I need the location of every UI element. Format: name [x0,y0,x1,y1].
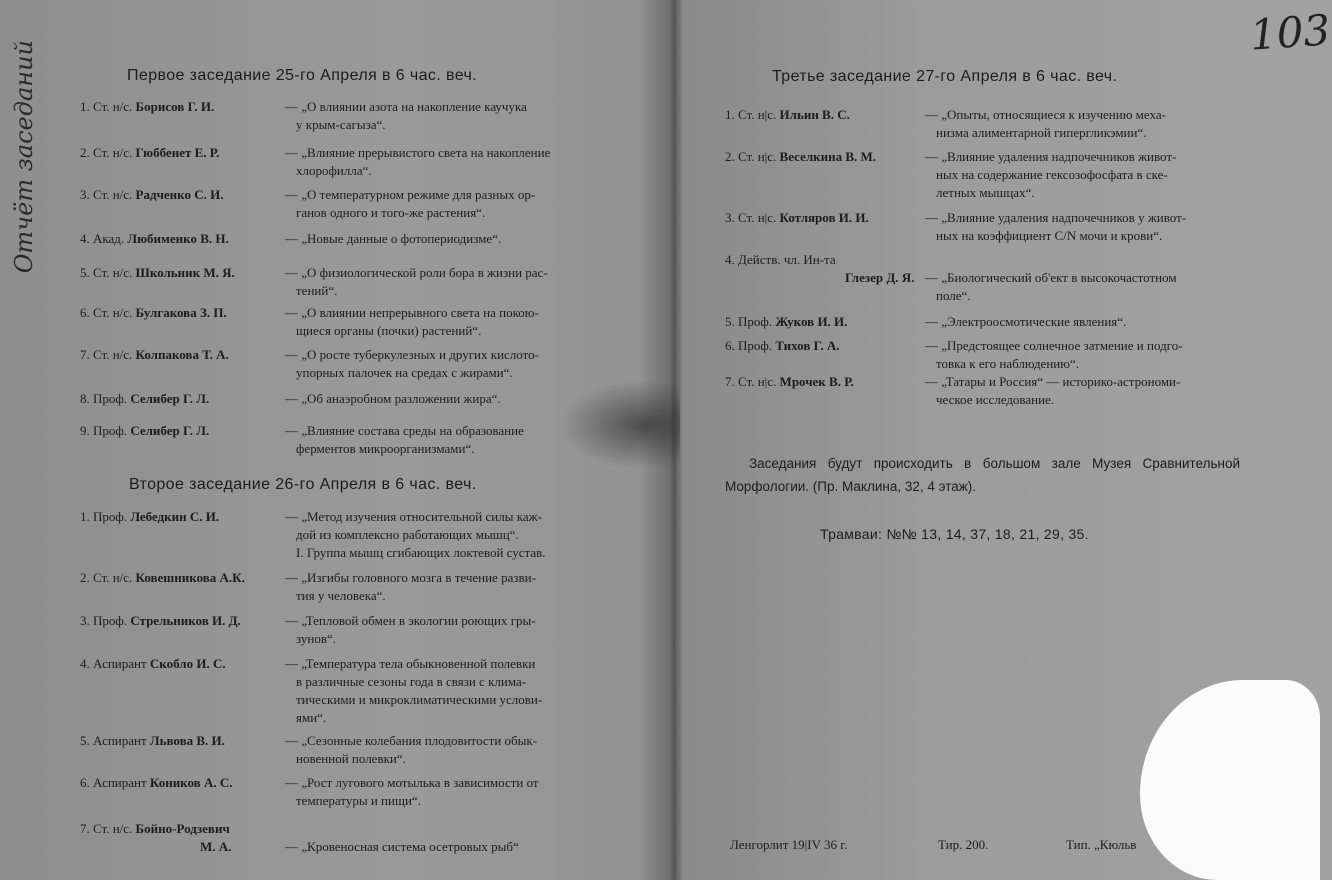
speaker [80,612,241,630]
speaker-name: Селибер Г. Л. [130,423,210,438]
talk-title-line: — „Об анаэробном разложении жира“. [285,391,501,406]
speaker-name: Любименко В. Н. [127,231,229,246]
talk-title [285,144,550,180]
speaker-rank: Ст. н/с. [93,570,133,585]
talk-title-line: — „Кровеносная система осетровых рыб“ [285,839,519,854]
talk-title [285,98,527,134]
talk-title [925,373,1180,409]
talk-title-line: товка к его наблюдению“. [936,356,1079,371]
speaker-rank: Ст. н/с. [93,821,133,836]
talk-title-line: новенной полевки“. [296,751,406,766]
talk-title-line: — „О температурном режиме для разных ор- [285,187,536,202]
speaker [725,373,854,391]
talk-title-line: упорных палочек на средах с жирами“. [296,365,513,380]
speaker-rank: Проф. [93,423,128,438]
talk-title [285,304,539,340]
item-number: 5. [80,265,90,280]
speaker-rank: Проф. [93,613,128,628]
talk-title-line: — „Влияние удаления надпочечников у живот- [925,210,1187,225]
item-number: 8. [80,391,90,406]
talk-title-line: тений“. [296,283,338,298]
speaker-name: Борисов Г. И. [135,99,215,114]
speaker [80,98,214,116]
speaker-rank: Проф. [93,391,128,406]
talk-title-line: тическими и микроклиматическими услови- [296,692,543,707]
item-number: 3. [725,210,735,225]
item-number: 7. [725,374,735,389]
speaker-name: Лебедкин С. И. [130,509,220,524]
item-number: 5. [725,314,735,329]
talk-title [285,508,546,562]
item-number: 4. [80,656,90,671]
talk-title-line: ческое исследование. [936,392,1055,407]
item-number: 6. [80,305,90,320]
speaker-name: Радченко С. И. [135,187,224,202]
item-number: 6. [725,338,735,353]
session-3-heading: Третье заседание 27-го Апреля в 6 час. веч. [772,68,1118,85]
talk-title-line: — „Температура тела обыкновенной полевки [285,656,536,671]
speaker-rank: Ст. н/с. [93,145,133,160]
speaker [80,774,232,792]
speaker-name: Котляров И. И. [779,210,869,225]
talk-title-line: — „Метод изучения относительной силы каж- [285,509,542,524]
talk-title-line: — „Предстоящее солнечное затмение и подго- [925,338,1183,353]
speaker-name: Ковешникова А.К. [135,570,245,585]
speaker [80,346,229,364]
speaker [725,148,876,166]
talk-title-line: — „Опыты, относящиеся к изучению меха- [925,107,1166,122]
speaker [80,820,231,856]
talk-title [285,774,539,810]
printer: Тип. „Кюльв [1066,837,1137,852]
speaker-rank: Аспирант [93,656,147,671]
talk-title [925,337,1183,373]
talk-title [925,209,1186,245]
speaker-name: Колпакова Т. А. [135,347,229,362]
talk-title [925,269,1177,305]
speaker-name: Мрочек В. Р. [779,374,854,389]
speaker-rank: Ст. н|с. [738,107,777,122]
speaker [80,186,223,204]
session-2-heading: Второе заседание 26-го Апреля в 6 час. веч. [129,476,477,493]
archive-page-number: 103 [1248,5,1332,60]
item-number: 4. [80,231,90,246]
speaker-rank: Акад. [93,231,125,246]
talk-title [285,186,535,222]
talk-title-line: — „Новые данные о фотопериодизме“. [285,231,502,246]
speaker [80,422,209,440]
talk-title-line: — „О влиянии непрерывного света на покою- [285,305,539,320]
speaker-rank: Ст. н/с. [93,265,133,280]
talk-title [925,148,1176,202]
item-number: 6. [80,775,90,790]
item-number: 2. [725,149,735,164]
speaker [725,251,914,287]
speaker-rank: Ст. н/с. [93,347,133,362]
speaker [80,144,219,162]
speaker [725,106,850,124]
speaker-rank: Ст. н/с. [93,187,133,202]
talk-title [285,838,519,856]
talk-title-line: ганов одного и того-же растения“. [296,205,486,220]
speaker-name: Стрельников И. Д. [130,613,241,628]
speaker [80,230,229,248]
talk-title-line: щиеся органы (почки) растений“. [296,323,482,338]
speaker-name: Ильин В. С. [779,107,850,122]
speaker-rank: Ст. н|с. [738,210,777,225]
item-number: 2. [80,570,90,585]
speaker-name: Веселкина В. М. [779,149,877,164]
speaker-name: Гюббенет Е. Р. [135,145,220,160]
speaker-name: Коников А. С. [149,775,233,790]
item-number: 9. [80,423,90,438]
speaker [725,337,840,355]
talk-title-line: ферментов микроорганизмами“. [296,441,475,456]
speaker-name: Школьник М. Я. [135,265,235,280]
talk-title-line: летных мышцах“. [936,185,1035,200]
talk-title-line: — „О росте туберкулезных и других кислото- [285,347,539,362]
speaker-rank: Аспирант [93,775,147,790]
speaker [725,313,847,331]
speaker-rank: Проф. [738,314,773,329]
talk-title-line: — „Сезонные колебания плодовитости обык- [285,733,538,748]
item-number: 7. [80,347,90,362]
talk-title [285,264,548,300]
talk-title-line: низма алиментарной гипергликэмии“. [936,125,1147,140]
item-number: 1. [80,99,90,114]
speaker-name: Бойно-Родзевич [135,821,230,836]
item-number: 3. [80,187,90,202]
talk-title-line: — „Влияние удаления надпочечников живот- [925,149,1177,164]
item-number: 4. [725,252,735,267]
speaker-rank: Аспирант [93,733,147,748]
talk-title-line: — „Электроосмотические явления“. [925,314,1127,329]
talk-title-line: в различные сезоны года в связи с клима- [296,674,527,689]
paper-damage [1140,680,1320,880]
speaker-name: Скобло И. С. [149,656,226,671]
speaker-name: Жуков И. И. [775,314,848,329]
item-number: 7. [80,821,90,836]
speaker-name: Булгакова З. П. [135,305,227,320]
talk-title [285,390,501,408]
speaker-rank: Проф. [738,338,773,353]
speaker-rank: Проф. [93,509,128,524]
session-1-heading: Первое заседание 25-го Апреля в 6 час. веч. [127,67,478,84]
talk-title-line: — „Влияние прерывистого света на накопление [285,145,551,160]
talk-title-line: — „Изгибы головного мозга в течение разви- [285,570,536,585]
talk-title-line: ных на коэффициент C/N мочи и крови“. [936,228,1163,243]
talk-title-line: ных на содержание гексозофосфата в ске- [936,167,1168,182]
talk-title [925,313,1126,331]
talk-title [285,569,536,605]
item-number: 1. [80,509,90,524]
speaker [80,569,245,587]
talk-title-line: ями“. [296,710,327,725]
item-number: 1. [725,107,735,122]
talk-title [285,422,524,458]
talk-title-line: — „Рост лугового мотылька в зависимости от [285,775,539,790]
handwritten-note: Отчёт заседаний [10,40,38,274]
speaker-rank: Ст. н|с. [738,149,777,164]
talk-title [285,655,542,727]
talk-title-line: зунов“. [296,631,336,646]
speaker [80,304,227,322]
tram-routes: Трамваи: №№ 13, 14, 37, 18, 21, 29, 35. [820,526,1089,542]
print-run: Тир. 200. [938,837,989,852]
speaker [80,508,219,526]
talk-title-line: у крым-сагыза“. [296,117,386,132]
talk-title-line: — „О физиологической роли бора в жизни рас- [285,265,548,280]
speaker-name-cont: Глезер Д. Я. [845,270,915,285]
item-number: 2. [80,145,90,160]
censor-mark: Ленгорлит 19|IV 36 г. [730,837,848,852]
talk-title-line: I. Группа мышц сгибающих локтевой сустав. [296,545,546,560]
talk-title [285,346,539,382]
speaker-rank: Ст. н/с. [93,305,133,320]
talk-title-line: — „Тепловой обмен в экологии роющих гры- [285,613,536,628]
speaker [80,390,209,408]
speaker [80,732,225,750]
talk-title [285,230,501,248]
speaker-name-cont: М. А. [200,839,232,854]
talk-title-line: — „Татары и Россия“ — историко-астрономи- [925,374,1181,389]
talk-title-line: поле“. [936,288,971,303]
talk-title [285,612,536,648]
item-number: 5. [80,733,90,748]
venue-note: Заседания будут происходить в большом зале Музея Сравнительной Морфологии. (Пр. Маклина, 32, 4 этаж). [725,456,1240,494]
talk-title-line: — „О влиянии азота на накопление каучука [285,99,527,114]
speaker-name: Тихов Г. А. [775,338,840,353]
speaker-rank: Действ. чл. Ин-та [738,252,836,267]
speaker [725,209,869,227]
talk-title-line: тия у человека“. [296,588,386,603]
item-number: 3. [80,613,90,628]
fold-shadow [560,380,680,470]
speaker-rank: Ст. н|с. [738,374,777,389]
speaker [80,264,235,282]
talk-title [285,732,537,768]
speaker-name: Селибер Г. Л. [130,391,210,406]
speaker-rank: Ст. н/с. [93,99,133,114]
talk-title [925,106,1166,142]
talk-title-line: температуры и пищи“. [296,793,421,808]
talk-title-line: — „Влияние состава среды на образование [285,423,524,438]
speaker [80,655,226,673]
speaker-name: Львова В. И. [149,733,225,748]
talk-title-line: дой из комплексно работающих мышц“. [296,527,519,542]
talk-title-line: — „Биологический об'ект в высокочастотном [925,270,1177,285]
talk-title-line: хлорофилла“. [296,163,372,178]
